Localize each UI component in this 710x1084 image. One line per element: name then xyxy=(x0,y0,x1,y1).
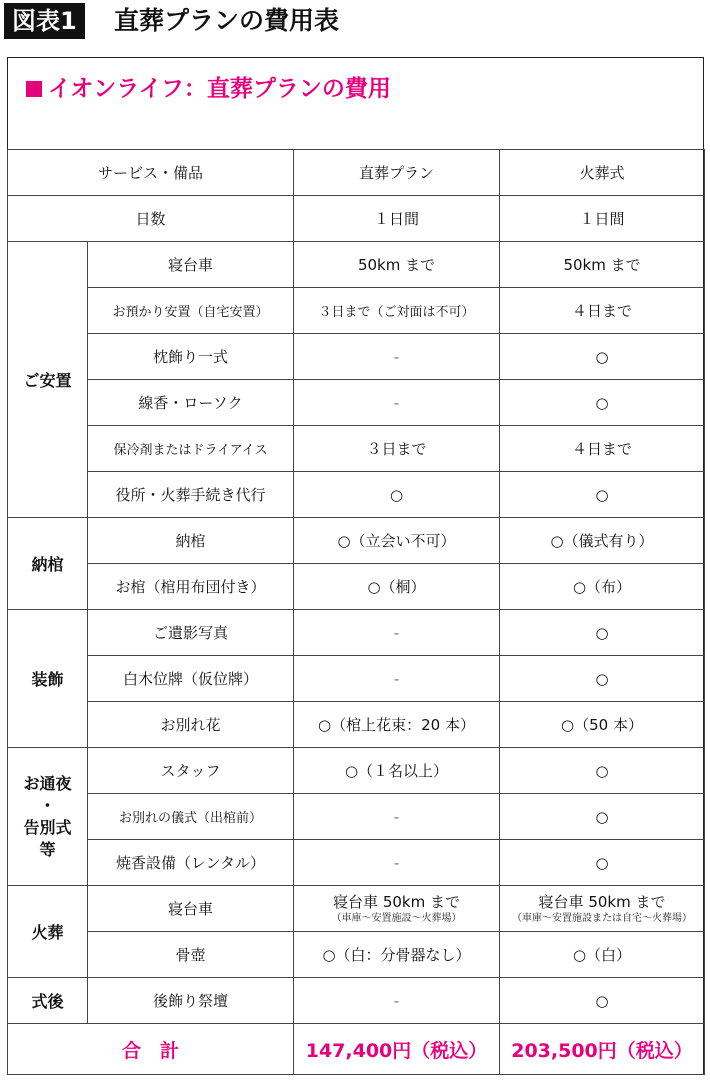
table-header-row xyxy=(8,150,705,196)
value-b-main: 寝台車 50km まで xyxy=(538,892,666,911)
table-row xyxy=(8,748,705,794)
figure-header xyxy=(0,0,710,44)
table-row xyxy=(8,794,705,840)
table-row xyxy=(8,196,705,242)
item-label: 骨壺 xyxy=(88,932,294,978)
category-soshoku: 装飾 xyxy=(8,610,88,748)
value-b: ○（儀式有り） xyxy=(500,518,705,564)
category-nokan: 納棺 xyxy=(8,518,88,610)
square-bullet-icon xyxy=(26,81,42,97)
value-a: 50km まで xyxy=(294,242,500,288)
value-a: - xyxy=(294,610,500,656)
value-b: ○ xyxy=(500,978,705,1024)
item-label: 寝台車 xyxy=(88,242,294,288)
table-row xyxy=(8,886,705,932)
cost-table xyxy=(7,149,705,1075)
table-row xyxy=(8,242,705,288)
table-row xyxy=(8,518,705,564)
value-a: ３日まで xyxy=(294,426,500,472)
value-b: ○ xyxy=(500,472,705,518)
header-plan-direct: 直葬プラン xyxy=(294,150,500,196)
value-a-note: （車庫～安置施設～火葬場） xyxy=(331,912,462,924)
category-tsuya xyxy=(8,748,88,886)
value-a xyxy=(294,886,500,932)
total-row xyxy=(8,1024,705,1075)
item-label: 枕飾り一式 xyxy=(88,334,294,380)
category-anchi: ご安置 xyxy=(8,242,88,518)
item-label: お棺（棺用布団付き） xyxy=(88,564,294,610)
value-b: ４日まで xyxy=(500,426,705,472)
value-b: 50km まで xyxy=(500,242,705,288)
category-kaso: 火葬 xyxy=(8,886,88,978)
value-a-main: 寝台車 50km まで xyxy=(333,892,460,911)
value-a: ○（立会い不可） xyxy=(294,518,500,564)
value-a: - xyxy=(294,334,500,380)
item-label: 線香・ローソク xyxy=(88,380,294,426)
item-label: 役所・火葬手続き代行 xyxy=(88,472,294,518)
total-a: 147,400円（税込） xyxy=(294,1024,500,1075)
value-a: ○（桐） xyxy=(294,564,500,610)
item-label: 納棺 xyxy=(88,518,294,564)
value-a: - xyxy=(294,794,500,840)
table-row xyxy=(8,564,705,610)
total-b: 203,500円（税込） xyxy=(500,1024,705,1075)
table-row xyxy=(8,978,705,1024)
days-b: １日間 xyxy=(500,196,705,242)
item-label: お別れの儀式（出棺前） xyxy=(88,794,294,840)
item-label: 白木位牌（仮位牌） xyxy=(88,656,294,702)
header-plan-cremation: 火葬式 xyxy=(500,150,705,196)
category-tsuya-line: 告別式 xyxy=(23,817,72,837)
item-label: お預かり安置（自宅安置） xyxy=(88,288,294,334)
value-b: ○ xyxy=(500,840,705,886)
brand-title: イオンライフ：直葬プランの費用 xyxy=(48,76,391,102)
table-row xyxy=(8,334,705,380)
item-label: 寝台車 xyxy=(88,886,294,932)
table-row xyxy=(8,380,705,426)
value-b: ○（布） xyxy=(500,564,705,610)
item-label: ご遺影写真 xyxy=(88,610,294,656)
category-tsuya-line: お通夜 xyxy=(23,773,72,793)
value-b: ○ xyxy=(500,748,705,794)
table-row xyxy=(8,702,705,748)
figure-title: 直葬プランの費用表 xyxy=(114,6,340,35)
value-a: ○（１名以上） xyxy=(294,748,500,794)
item-label: 焼香設備（レンタル） xyxy=(88,840,294,886)
table-row xyxy=(8,472,705,518)
item-label: 保冷剤またはドライアイス xyxy=(88,426,294,472)
figure-badge: 図表1 xyxy=(4,3,85,39)
value-a: ○ xyxy=(294,472,500,518)
value-a: - xyxy=(294,978,500,1024)
value-b: ○ xyxy=(500,380,705,426)
total-label: 合 計 xyxy=(8,1024,294,1075)
days-a: １日間 xyxy=(294,196,500,242)
category-tsuya-line: 等 xyxy=(39,839,56,859)
value-b: ○（白） xyxy=(500,932,705,978)
category-tsuya-line: ・ xyxy=(39,795,56,815)
value-a: ○（白：分骨器なし） xyxy=(294,932,500,978)
brand-heading xyxy=(26,72,391,106)
value-b: ○（50 本） xyxy=(500,702,705,748)
value-a: - xyxy=(294,380,500,426)
category-shikigo: 式後 xyxy=(8,978,88,1024)
table-row xyxy=(8,426,705,472)
days-label: 日数 xyxy=(8,196,294,242)
value-a: - xyxy=(294,840,500,886)
value-a: ３日まで（ご対面は不可） xyxy=(294,288,500,334)
value-b-note: （車庫～安置施設または自宅～火葬場） xyxy=(512,912,693,924)
item-label: スタッフ xyxy=(88,748,294,794)
table-row xyxy=(8,656,705,702)
table-row xyxy=(8,288,705,334)
table-row xyxy=(8,840,705,886)
table-row xyxy=(8,610,705,656)
value-a: - xyxy=(294,656,500,702)
header-service: サービス・備品 xyxy=(8,150,294,196)
value-b: ○ xyxy=(500,334,705,380)
value-b: ○ xyxy=(500,656,705,702)
item-label: お別れ花 xyxy=(88,702,294,748)
table-row xyxy=(8,932,705,978)
value-a: ○（棺上花束：20 本） xyxy=(294,702,500,748)
value-b: ○ xyxy=(500,794,705,840)
value-b xyxy=(500,886,705,932)
value-b: ４日まで xyxy=(500,288,705,334)
value-b: ○ xyxy=(500,610,705,656)
item-label: 後飾り祭壇 xyxy=(88,978,294,1024)
